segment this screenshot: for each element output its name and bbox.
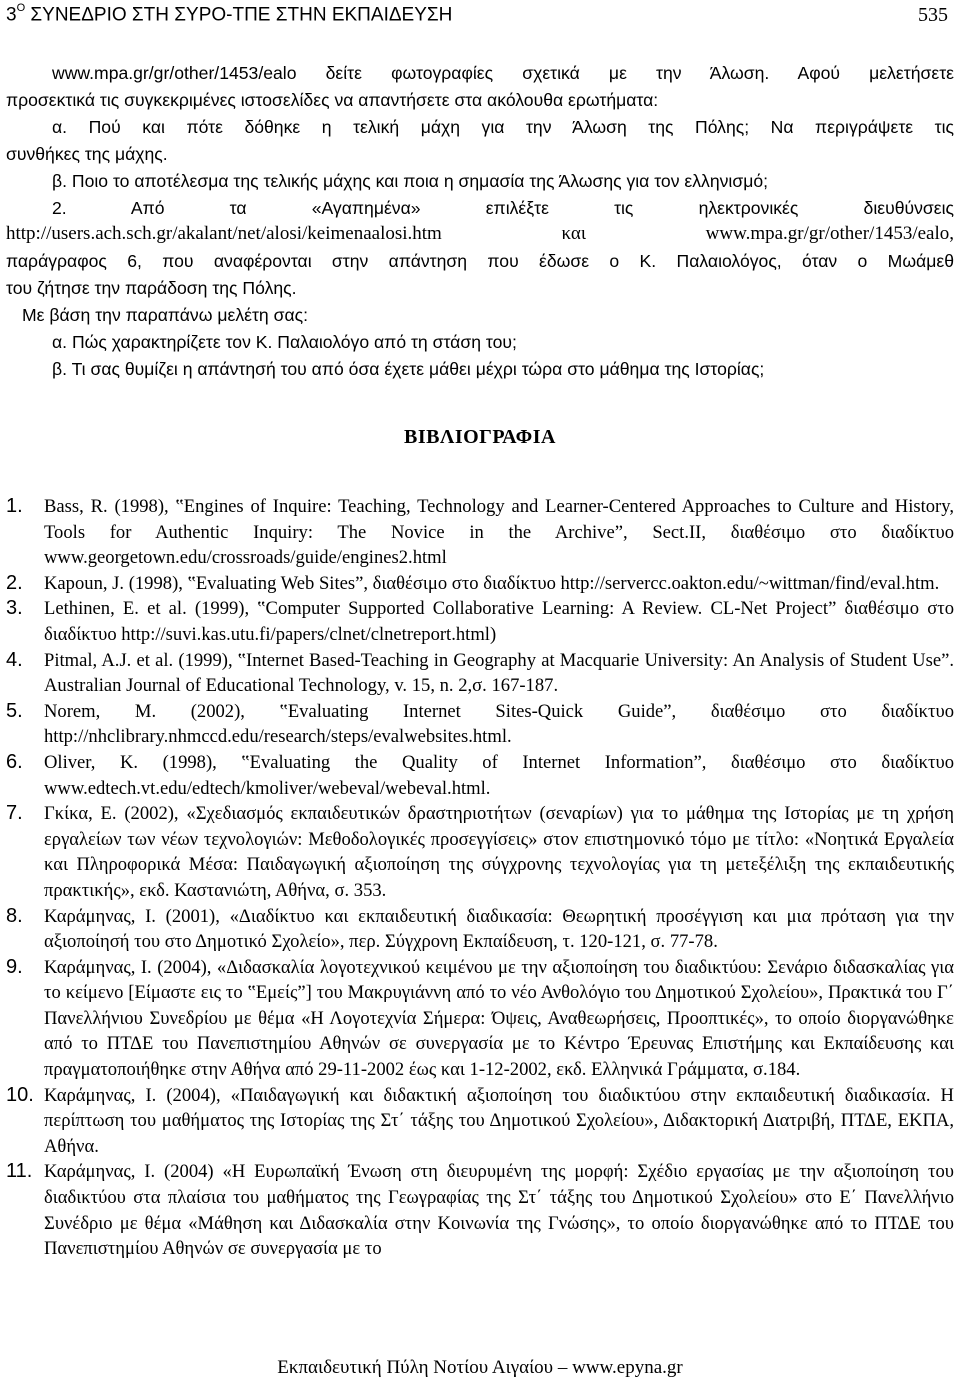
body-line: www.mpa.gr/gr/other/1453/ealo δείτε φωτογραφίες σχετικά με την Άλωση. Αφού μελετήσετε	[52, 63, 954, 83]
reference-text: Καράμηνας, Ι. (2004), «Διδασκαλία λογοτεχνικού κειμένου με την αξιοποίηση του διαδικτύου: Σενάριο διδασκαλίας για το κείμενο [Είμαστε εις το ‟Εμείς”] του Μακρυγιάννη από το νέο Ανθολόγιο του Δημοτικού Σχολείου», Πρακτικά του Γ΄ Πανελλήνιου Συνεδρίου με θέμα «Η Λογοτεχνία Σήμερα: Όψεις, Αναθεωρήσεις, Προοπτικές», το οποίο διοργανώθηκε από το ΠΤΔΕ του Πανεπιστημίου Αθηνών σε συνεργασία με το Κέντρο Έρευνας Επιστήμης και Εκπαίδευσης και πραγματοποιήθηκε στην Αθήνα από 29-11-2002 έως και 1-12-2002, εκδ. Ελληνικά Γράμματα, σ.184.	[44, 956, 954, 1081]
reference-item	[6, 494, 954, 571]
question-2b: β. Τι σας θυμίζει η απάντησή του από όσα έχετε μάθει μέχρι τώρα στο μάθημα της Ιστορίας;	[52, 358, 765, 379]
activity-text	[6, 60, 954, 383]
reference-item	[6, 571, 954, 597]
reference-item	[6, 955, 954, 1083]
reference-number: 7.	[6, 802, 23, 825]
reference-item	[6, 801, 954, 903]
reference-number: 4.	[6, 648, 23, 671]
reference-number: 6.	[6, 750, 23, 773]
reference-item	[6, 699, 954, 750]
page-header	[6, 4, 948, 32]
reference-number: 3.	[6, 597, 23, 620]
item-2-cont: του ζήτησε την παράδοση της Πόλης.	[6, 278, 297, 299]
based-on-text: Με βάση την παραπάνω μελέτη σας:	[22, 305, 308, 326]
bibliography-list	[6, 494, 954, 1262]
reference-text: Lethinen, E. et al. (1999), ‟Computer Supported Collaborative Learning: A Review. CL-Net Project” διαθέσιμο στο διαδίκτυο http://suvi.kas.utu.fi/papers/clnet/clnetreport.html)	[44, 598, 954, 645]
question-2a: α. Πώς χαρακτηρίζετε τον Κ. Παλαιολόγο από τη στάση του;	[52, 332, 517, 353]
bibliography-heading: ΒΙΒΛΙΟΓΡΑΦΙΑ	[404, 426, 556, 448]
item-2-urls: http://users.ach.sch.gr/akalant/net/alosi/keimenaalosi.htm και www.mpa.gr/gr/other/1453/ealo,	[6, 223, 954, 245]
reference-item	[6, 648, 954, 699]
reference-number: 11.	[6, 1160, 33, 1183]
reference-number: 10.	[6, 1083, 34, 1106]
reference-text: Pitmal, A.J. et al. (1999), ‟Internet Based-Teaching in Geography at Macquarie University: An Analysis of Student Use”. Australian Journal of Educational Technology, v. 15, n. 2,σ. 167-187.	[44, 649, 954, 697]
page-number: 535	[918, 4, 948, 26]
reference-text: Καράμηνας, Ι. (2001), «Διαδίκτυο και εκπαιδευτική διαδικασία: Θεωρητική προσέγγιση και μια πρόταση για την αξιοποίησή του στο Δημοτικό Σχολείο», περ. Σύγχρονη Εκπαίδευση, τ. 120-121, σ. 77-78.	[44, 905, 954, 953]
page-footer: Εκπαιδευτική Πύλη Νοτίου Αιγαίου – www.epyna.gr	[277, 1357, 683, 1378]
conference-title: $3^O$ ΣΥΝΕΔΡΙΟ ΣΤΗ ΣΥΡΟ-ΤΠΕ ΣΤΗΝ ΕΚΠΑΙΔΕΥΣΗ	[6, 2, 453, 26]
reference-number: 8.	[6, 904, 23, 927]
reference-item	[6, 1159, 954, 1261]
reference-text: Norem, M. (2002), ‟Evaluating Internet Sites-Quick Guide”, διαθέσιμο στο διαδίκτυο http://nhclibrary.nhmccd.edu/research/steps/evalwebsites.html.	[44, 700, 954, 748]
reference-text: Γκίκα, Ε. (2002), «Σχεδιασμός εκπαιδευτικών δραστηριοτήτων (σεναρίων) για το μάθημα της Ιστορίας με τη χρήση εργαλείων των νέων τεχνολογιών: Μεθοδολογικές προσεγγίσεις» στον επιστημονικό τόμο με τίτλο: «Νοητικά Εργαλεία και Πληροφορικά Μέσα: Παιδαγωγική αξιοποίηση της σύγχρονης τεχνολογίας για τη μετεξέλιξη της εκπαιδευτικής πρακτικής», εκδ. Καστανιώτη, Αθήνα, σ. 353.	[44, 803, 954, 901]
reference-item	[6, 750, 954, 801]
reference-number: 2.	[6, 571, 23, 594]
reference-text: Bass, R. (1998), ‟Engines of Inquire: Teaching, Technology and Learner-Centered Approaches to Culture and History, Tools for Authentic Inquiry: The Novice in the Archive”, Sect.II, διαθέσιμο στο διαδίκτυο www.georgetown.edu/crossroads/guide/engines2.html	[44, 496, 954, 569]
item-2-cont: παράγραφος 6, που αναφέρονται στην απάντηση που έδωσε ο Κ. Παλαιολόγος, όταν ο Μωάμεθ	[6, 251, 954, 272]
question-a: α. Πού και πότε δόθηκε η τελική μάχη για την Άλωση της Πόλης; Να περιγράψετε τις	[52, 116, 954, 137]
reference-number: 9.	[6, 955, 23, 978]
reference-text: Oliver, K. (1998), ‟Evaluating the Quality of Internet Information”, διαθέσιμο στο διαδίκτυο www.edtech.vt.edu/edtech/kmoliver/webeval/webeval.html.	[44, 751, 954, 799]
reference-text: Kapoun, J. (1998), ‟Evaluating Web Sites”, διαθέσιμο στο διαδίκτυο http://servercc.oakton.edu/~wittman/find/eval.htm.	[44, 572, 940, 594]
question-b: β. Ποιο το αποτέλεσμα της τελικής μάχης και ποια η σημασία της Άλωσης για τον ελληνισμό;	[52, 170, 768, 191]
reference-item	[6, 904, 954, 955]
reference-text: Καράμηνας, Ι. (2004), «Παιδαγωγική και διδακτική αξιοποίηση του διαδικτύου στην εκπαιδευτική διαδικασία. Η περίπτωση του μαθήματος της Ιστορίας της Στ΄ τάξης του Δημοτικού Σχολείου», Διδακτορική Διατριβή, ΠΤΔΕ, ΕΚΠΑ, Αθήνα.	[44, 1084, 954, 1157]
reference-number: 5.	[6, 699, 23, 722]
reference-item	[6, 1083, 954, 1160]
reference-number: 1.	[6, 495, 23, 517]
reference-text: Καράμηνας, Ι. (2004) «Η Ευρωπαϊκή Ένωση στη διευρυμένη της μορφή: Σχέδιο εργασίας με την αξιοποίηση του διαδικτύου στα πλαίσια του μαθήματος της Γεωγραφίας της Στ΄ τάξης του Δημοτικού Σχολείου» στο Ε΄ Πανελλήνιο Συνέδριο με θέμα «Μάθηση και Διδασκαλία στην Κοινωνία της Γνώσης», το οποίο διοργανώθηκε από το ΠΤΔΕ του Πανεπιστημίου Αθηνών σε συνεργασία με το	[44, 1161, 954, 1260]
question-a-cont: συνθήκες της μάχης.	[6, 143, 168, 164]
body-line: προσεκτικά τις συγκεκριμένες ιστοσελίδες να απαντήσετε στα ακόλουθα ερωτήματα:	[6, 89, 659, 110]
reference-item	[6, 596, 954, 647]
item-2: 2. Από τα «Αγαπημένα» επιλέξτε τις ηλεκτρονικές διευθύνσεις	[52, 197, 954, 218]
